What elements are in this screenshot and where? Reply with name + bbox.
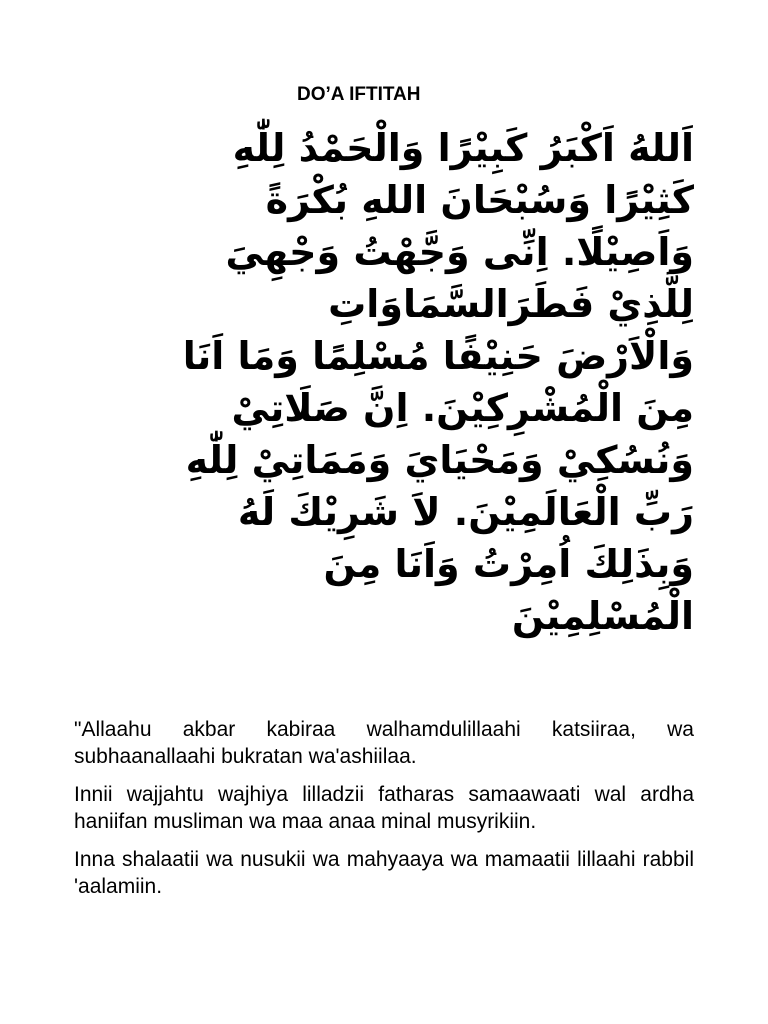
transliteration-paragraph: Innii wajjahtu wajhiya lilladzii fatharas samaawaati wal ardha haniifan musliman wa maa anaa minal musyrikiin.	[74, 783, 694, 833]
arabic-line: وَبِذَلِكَ اُمِرْتُ وَاَنَا مِنَ	[323, 542, 694, 586]
arabic-prayer-text	[70, 122, 694, 642]
transliteration-paragraph: "Allaahu akbar kabiraa walhamdulillaahi katsiiraa, wa subhaanallaahi bukratan wa'ashiilaa.	[74, 718, 694, 768]
transliteration-text	[74, 716, 694, 911]
arabic-line: لِلَّذِيْ فَطَرَالسَّمَاوَاتِ	[328, 282, 694, 326]
arabic-line: وَنُسُكِيْ وَمَحْيَايَ وَمَمَاتِيْ لِلّٰهِ	[185, 438, 694, 482]
transliteration-paragraph: Inna shalaatii wa nusukii wa mahyaaya wa mamaatii lillaahi rabbil 'aalamiin.	[74, 848, 694, 898]
arabic-line: وَالْاَرْضَ حَنِيْفًا مُسْلِمًا وَمَا اَنَا	[182, 334, 694, 378]
arabic-line: وَاَصِيْلًا. اِنِّى وَجَّهْتُ وَجْهِيَ	[225, 230, 694, 274]
page-title: DO’A IFTITAH	[297, 84, 421, 105]
arabic-line: الْمُسْلِمِيْنَ	[511, 594, 694, 638]
arabic-line: كَثِيْرًا وَسُبْحَانَ اللهِ بُكْرَةً	[265, 178, 694, 222]
arabic-line: رَبِّ الْعَالَمِيْنَ. لاَ شَرِيْكَ لَهُ	[237, 490, 694, 534]
arabic-line: اَللهُ اَكْبَرُ كَبِيْرًا وَالْحَمْدُ لِلّٰهِ	[232, 126, 694, 170]
arabic-line: مِنَ الْمُشْرِكِيْنَ. اِنَّ صَلَاتِيْ	[231, 386, 694, 430]
